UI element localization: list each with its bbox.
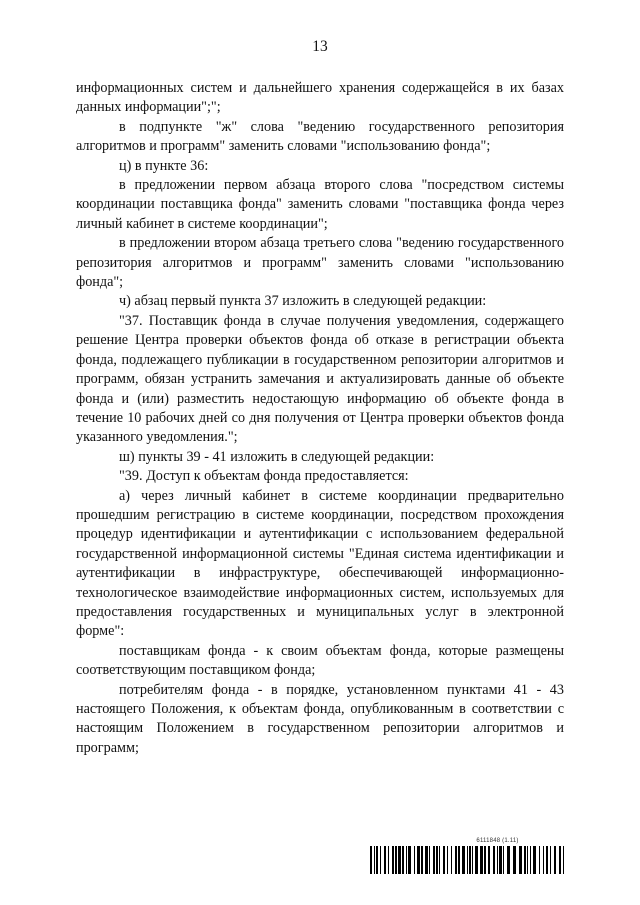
paragraph: в подпункте "ж" слова "ведению государственного репозитория алгоритмов и программ" заменить словами "использованию фонда"; [76, 118, 564, 155]
document-body [76, 79, 564, 758]
document-barcode [370, 838, 565, 874]
barcode-icon [370, 846, 565, 874]
paragraph-item-ch: ч) абзац первый пункта 37 изложить в следующей редакции: [119, 293, 487, 310]
paragraph: поставщикам фонда - к своим объектам фонда, которые размещены соответствующим поставщиком фонда; [76, 642, 564, 679]
paragraph: потребителям фонда - в порядке, установленном пунктами 41 - 43 настоящего Положения, к объектам фонда, опубликованным в соответствии с настоящим Положением в государственном репозитории алгоритмов и программ; [76, 681, 564, 756]
paragraph-clause-39: "39. Доступ к объектам фонда предоставляется: [119, 468, 409, 485]
paragraph: в предложении втором абзаца третьего слова "ведению государственного репозитория алгоритмов и программ" заменить словами "использованию фонда"; [76, 235, 564, 291]
paragraph-item-ts: ц) в пункте 36: [119, 157, 209, 174]
paragraph-continuation: информационных систем и дальнейшего хранения содержащейся в их базах данных информации";"; [76, 80, 564, 116]
paragraph-clause-37: "37. Поставщик фонда в случае получения уведомления, содержащего решение Центра проверки объектов фонда об отказе в регистрации объекта фонда, подлежащего публикации в государственном репозитории алгоритмов и программ, обязан устранить замечания и актуализировать данные об объекте фонда и (или) разместить недостающую информацию об объекте фонда в течение 10 рабочих дней со дня получения от Центра проверки объектов фонда указанного уведомления."; [76, 312, 564, 446]
paragraph-subitem-a: а) через личный кабинет в системе координации предварительно прошедшим регистрацию в системе координации, посредством прохождения процедур идентификации и аутентификации с использованием федеральной государственной информационной системы "Единая система идентификации и аутентификации в инфраструктуре, обеспечивающей информационно-технологическое взаимодействие информационных систем, используемых для предоставления государственных и муниципальных услуг в электронной форме": [76, 487, 564, 640]
paragraph: в предложении первом абзаца второго слова "посредством системы координации поставщика фонда" заменить словами "поставщика фонда через личный кабинет в системе координации"; [76, 177, 564, 232]
paragraph-item-sh: ш) пункты 39 - 41 изложить в следующей редакции: [119, 448, 435, 465]
page-number: 13 [312, 38, 328, 55]
barcode-code: 6111848 (1.11) [476, 838, 519, 844]
